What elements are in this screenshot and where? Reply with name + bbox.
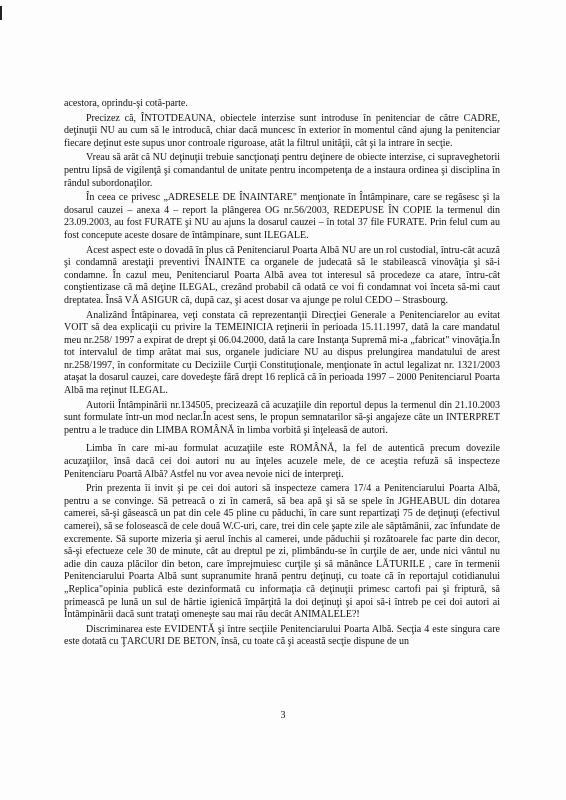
paragraph-3: Vreau să arăt că NU deţinuţii trebuie sancţionaţi pentru deţinere de obiecte interzise, ci supraveghetorii pentru lipsă de vigilenţă şi comandantul de unitate pentru incompetenţa de a instaura ordinea şi disciplina în rândul subordonaţilor.: [64, 152, 500, 189]
paragraph-10: Discriminarea este EVIDENTĂ şi între secţiile Penitenciarului Poarta Albă. Secţia 4 este singura care este dotată cu ŢARCURI DE BETON, însă, cu toate că şi această secţie dispune de un: [64, 623, 500, 648]
paragraph-2: Precizez că, ÎNTOTDEAUNA, obiectele interzise sunt introduse în penitenciar de către CADRE, deţinuţii NU au cum să le introducă, chiar dacă muncesc în exterior în momentul când ajung la penitenciar fiecare deţinut este supus unor controale riguroase, atât la filtrul unităţii, cât şi la intrare în secţie.: [64, 112, 500, 149]
paragraph-9: Prin prezenta îi invit şi pe cei doi autori să inspecteze camera 17/4 a Penitenciarului Poarta Albă, pentru a se convinge. Să petreacă o zi în cameră, să bea apă şi să se spele în JGHEABUL din dotarea camerei, să-şi găsească un pat din cele 45 pline cu păduchi, în care sunt repartizaţi 75 de deţinuţi (efectivul camerei), să se folosească de cele două W.C-uri, care, trei din cele şapte zile ale săptămânii, zac înfundate de excremente. Să suporte mizeria şi aerul închis al camerei, unde păduchii şi rozătoarele fac parte din decor, să-şi efectueze cele 30 de minute, cât au dreptul pe zi, plimbându-se în curţile de aer, unde nici vântul nu adie din cauza plăcilor din beton, care împrejmuiesc curţile şi să mănânce LĂTURILE , care în termenii Penitenciarului Poarta Albă sunt supranumite hrană pentru deţinuţi, cu toate că în reportajul cotidianului „Replica"opinia publică este dezinformată cu informaţia că deţinuţii primesc cartofi pai şi friptură, să primească pe lună un sul de hârtie igienică împărţită la doi deţinuţi şi apoi să-i întreb pe cei doi autori ai Întâmpinării dacă sunt trataţi omeneşte sau mai rău decât ANIMALELE?!: [64, 483, 500, 621]
paragraph-4: În ceea ce privesc „ADRESELE DE ÎNAINTARE" menţionate în Întâmpinare, care se regăsesc şi la dosarul cauzei – anexa 4 – report la plângerea OG nr.56/2003, REDEPUSE ÎN COPIE la termenul din 23.09.2003, au fost FURATE şi NU au ajuns la dosarul cauzei – în total 37 file FURATE. Prin felul cum au fost concepute aceste dosare de întâmpinare, sunt ILEGALE.: [64, 192, 500, 241]
paragraph-8: Limba în care mi-au formulat acuzaţiile este ROMÂNĂ, la fel de autentică precum dovezile acuzaţiilor, însă dacă cei doi autori nu au înţeles acuzele mele, de ce aceştia refuză să inspecteze Penitenciaru Poartă Albă? Astfel nu vor avea nevoie nici de interpreţi.: [64, 443, 500, 480]
scan-edge-mark: [0, 6, 2, 20]
paragraph-6: Analizând Întâpinarea, veţi constata că reprezentanţii Direcţiei Generale a Penitenciarelor au evitat VOIT să dea explicaţii cu privire la TEMEINICIA reţinerii în perioada 15.11.1997, dată la care mandatul meu nr.258/ 1997 a expirat de drept şi 06.04.2000, dată la care Instanţa Supremă mi-a „fabricat" vinovăţia.În tot intervalul de timp arătat mai sus, organele judiciare NU au dispus prelungirea mandatului de arest nr.258/1997, în conformitate cu Deciziile Curţii Constituţionale, menţionate în actul legalizat nr. 1321/2003 ataşat la dosarul cauzei, care dovedeşte fără drept 16 replică că în perioada 1997 – 2000 Penitenciarul Poarta Albă ma reţinut ILEGAL.: [64, 309, 500, 397]
paragraph-7: Autorii Întâmpinării nr.134505, precizează că acuzaţiile din reportul depus la termenul din 21.10.2003 sunt formulate într-un mod neclar.În acest sens, le propun semnatarilor să-şi angajeze câte un INTERPRET pentru a le traduce din LIMBA ROMÂNĂ în limba vorbită şi înţeleasă de autori.: [64, 399, 500, 436]
paragraph-5: Acest aspect este o dovadă în plus că Penitenciarul Poarta Albă NU are un rol custodial, întru-cât acuză şi condamnă arestaţii preventivi ÎNAINTE ca organele de judecată să le stabilească vinovăţia şi să-i condamne. În cazul meu, Penitenciarul Poarta Albă avea tot interesul să procedeze ca atare, întru-cât conştientizase că mă deţine ILEGAL, crezând probabil că odată ce voi fi condamnat voi înceta să-mi caut dreptatea. Însă VĂ ASIGUR că, după caz, şi acest dosar va ajunge pe rolul CEDO – Strasbourg.: [64, 244, 500, 306]
paragraph-1: acestora, oprindu-şi cotă-parte.: [64, 98, 188, 109]
document-body: [64, 98, 500, 651]
page-number: 3: [280, 710, 286, 721]
